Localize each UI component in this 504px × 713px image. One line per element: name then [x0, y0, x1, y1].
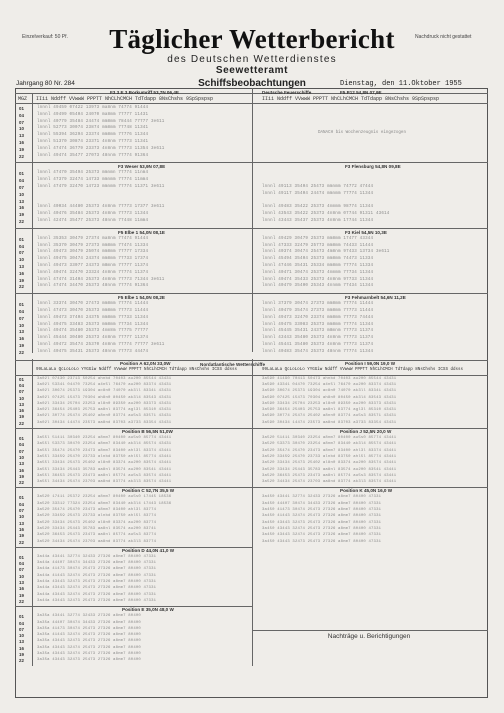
station-title: Position J 52,5N 20,0 W — [340, 429, 392, 434]
observation-row: lnnnl 33374 30470 27473 mm8mm 77774 11444 — [37, 302, 149, 307]
observation-row: 3a02l 53341 04470 73254 a4n5l 76470 au200 83374 43431 — [37, 382, 172, 387]
hour-label: 07 — [19, 315, 24, 321]
observation-row: 3a02l 36454 25403 25753 aa8nl 83774 agl3l 85310 43431 — [37, 408, 172, 413]
observation-row: lnnnl 49473 37404 24375 mm8mm 77733 11344 — [37, 315, 149, 320]
observation-row: lnnnl 49473 32470 23374 mm8mm 77773 74444 — [262, 315, 374, 320]
station-title: F3 Flensburg 54,8N 09,8E — [345, 164, 401, 170]
hour-label: 19 — [19, 652, 24, 657]
observation-row: lnnnl 49475 30474 24374 mm8mm 77733 17374 — [37, 257, 149, 262]
observation-row: 3a450 43443 32474 25473 27326 a8nm7 80400 47331 — [262, 533, 382, 538]
observation-row: 3a450 43443 32474 25473 27326 a8nm7 80400 47331 — [262, 526, 382, 531]
station-title: F5 P12 54,8N 07,9E — [340, 90, 382, 95]
observation-row: 3a520 53373 30470 23254 a8nm7 83440 ak3l4 85574 43441 — [262, 442, 397, 447]
observation-row: 3a44a 41473 30474 25473 27326 a8nm7 80400 47331 — [37, 567, 157, 572]
observation-row: lnnnl 49113 35404 25473 mmnmm 74772 47444 — [262, 185, 374, 189]
rule-line — [15, 162, 252, 163]
column-header-left-codes: IIii Nddff VVwwW PPPTT NhCLhCMCH TdTdapp 8NsChshs 9SpSpspsp — [36, 96, 214, 102]
observation-row: 3a35a 43443 32474 25473 27326 a8nm7 80400 — [37, 652, 141, 656]
observation-row: lnnnl 52773 30074 23874 mm8mm 77748 11341 — [37, 126, 149, 131]
observation-row: lnnnl 47333 32479 25773 mm8mm 74433 11444 — [262, 243, 374, 248]
observation-row: lnnnl 43443 35437 25373 4n8nm 17744 11344 — [262, 219, 374, 223]
observation-row: lnnnl 49117 35404 24474 mmnmm 77774 11344 — [262, 191, 374, 196]
hour-label: 16 — [19, 336, 24, 342]
observation-row: 3a590 07425 15473 70304 ah8n0 80450 ak3l4 83543 43431 — [262, 395, 397, 400]
observation-row: 3a55l 33434 25473 25402 al8n0 83374 au200 83574 43441 — [37, 461, 172, 466]
observation-row: 3a520 35474 25470 23473 a8nm7 83400 ahl3l 83774 — [37, 508, 157, 512]
hour-label: 07 — [19, 508, 24, 513]
hour-label: 01 — [19, 436, 24, 441]
column-header-left: MGZ — [18, 96, 28, 102]
observation-row: lnnnl 49475 33083 25373 mm8mm 77774 11344 — [262, 322, 374, 327]
observation-row: 3a55l 33459 25470 23733 alnbd 83750 ahl5l 85774 43441 — [37, 454, 172, 459]
observation-row: lnnnl 49474 35477 27073 48nnm 77774 91364 — [37, 153, 149, 158]
observation-row: 3a35a 43443 32474 25473 27326 a8nm7 80400 — [37, 645, 141, 650]
hour-label: 13 — [19, 401, 24, 407]
observation-row: 3a55l 34434 25474 23703 aa8nd 83774 ak3l3 83574 43441 — [37, 480, 172, 485]
hour-label: 01 — [19, 171, 24, 177]
observation-row: lnnnl 47470 35494 25373 mmnmn 77774 11nm4 — [37, 171, 149, 176]
observation-row: lnnnl 43543 35422 25373 4n8nm 07744 91311 43614 — [262, 212, 390, 217]
section-heading: Schiffsbeobachtungen — [198, 78, 306, 89]
station-title: Position B 56,5N 51,0W — [122, 429, 173, 434]
station-title: F5 Elbe 1 54,0N 08,1E — [118, 229, 165, 235]
observation-row: 3a02l 30774 25474 25402 a8nn0 83774 au5s3 83571 43431 — [37, 414, 172, 419]
hour-label: 22 — [19, 598, 24, 604]
observation-row: 3a590 30674 25373 19304 ac8n0 74070 ak3ll 83341 43431 — [262, 389, 397, 394]
observation-row: lnnnl 47473 30470 25373 mm8mm 77773 11444 — [37, 309, 149, 313]
hour-label: 19 — [19, 592, 24, 598]
observation-row: 3a44a 43443 32473 25473 27326 a8nm7 80400 47331 — [37, 598, 157, 603]
rule-line — [252, 228, 488, 229]
hour-label: 04 — [19, 442, 24, 448]
observation-row: 3a55l 51411 30340 23254 a8nm7 80400 au5s0 85774 43441 — [37, 436, 172, 440]
hour-label: 19 — [19, 277, 24, 283]
observation-row: 3a520 33434 25473 25402 al8n0 83374 au200 83774 — [37, 520, 157, 525]
observation-row: lnnnl 47474 31404 25373 4n8nm 77773 71344 3e611 — [37, 277, 165, 282]
observation-row: lnnnl 49475 33483 25373 mm8mm 77734 11344 — [37, 322, 149, 327]
hour-label: 22 — [19, 539, 24, 545]
hour-label: 13 — [19, 198, 24, 204]
observation-note: DANACH bis Wochenzeugnis eingezogen — [318, 131, 406, 135]
rule-line — [15, 293, 252, 294]
hour-label: 10 — [19, 514, 24, 520]
observation-row: 3a55l 33434 25443 35783 aa8nl 83574 au200 83541 43441 — [37, 467, 172, 472]
observation-row: 3a450 41473 30474 25473 27326 a8nm7 80400 47331 — [262, 508, 382, 512]
observation-row: 3a44a 43443 32474 25473 27326 a8nm7 80400 47331 — [37, 592, 157, 597]
station-label: Deutsche Feuerschiffe — [262, 90, 312, 95]
observation-row: lnnnl 40374 30474 25473 4m8nm 97433 13734 3e611 — [262, 250, 390, 255]
column-divider — [32, 93, 33, 353]
observation-row: 3a02l 30674 25373 19304 ac8n0 74070 ak3ll 83341 43431 — [37, 389, 172, 394]
observation-row: lnnnl 40474 32470 23324 4n8nm 77774 11374 — [37, 270, 149, 275]
observation-row: lnnnl 47446 35431 25334 mm8mm 77774 11334 — [262, 264, 374, 268]
observation-row: 3a450 41443 32474 25473 27326 a8nm7 80400 47331 — [262, 514, 382, 519]
hour-label: 22 — [19, 480, 24, 486]
station-title: F3 3 E 3 Borkumriff 53,7N 06,4E — [110, 90, 179, 95]
hour-label: 01 — [19, 236, 24, 242]
document-title: Täglicher Wetterbericht — [109, 24, 395, 54]
observation-row: 3a35a 43441 32774 32433 27326 a8nm7 80400 — [37, 614, 141, 619]
observation-row: 3a450 44407 30474 34433 27326 a8nm7 80400 47331 — [262, 501, 382, 506]
observation-row: 3a590 43341 04470 73254 a4n5l 76470 au200 83374 43431 — [262, 382, 397, 387]
price-note: Einzelverkauf: 50 Pf. — [22, 34, 68, 40]
hour-label: 04 — [19, 309, 24, 314]
hour-label: 07 — [19, 389, 24, 395]
station-title: Position D 44,0N 41,0 W — [122, 547, 175, 553]
observation-row: 3a02l 07430 23713 50254 ahnbd 70403 au200 85544 43431 — [37, 376, 172, 381]
observation-row: lnnnl 49474 35480 25373 4nm8m 77775 77777 — [37, 329, 149, 334]
hour-label: 16 — [19, 140, 24, 145]
hour-label: 16 — [19, 526, 24, 532]
hour-label: 13 — [19, 461, 24, 467]
hour-label: 19 — [19, 146, 24, 152]
observation-row: 3a55l 36453 25473 23473 aa8nl 85774 au5s3 83574 43441 — [37, 473, 172, 478]
station-title: F3 Weser 53,9N 07,8E — [118, 164, 166, 170]
station-title: Position E 35,0N 48,0 W — [122, 607, 174, 613]
hour-label: 13 — [19, 133, 24, 139]
observation-row: lnnnl 40476 35484 25373 4n8nm 77773 11344 — [37, 212, 149, 217]
observation-row: lnnnl 40471 30474 25373 4nmmm 77734 11344 — [262, 270, 374, 275]
hour-label: 04 — [19, 243, 24, 249]
observation-row: 3a44a 41443 32474 25473 27326 a8nm7 80400 47331 — [37, 573, 157, 578]
observation-row: lnnnl 49459 07422 13973 ma8nm 74774 91444 — [37, 106, 149, 110]
observation-row: lnnnl 47474 36779 23373 4n8nm 77773 11354 3e611 — [37, 146, 165, 151]
hour-label: 07 — [19, 185, 24, 190]
hour-label: 07 — [19, 448, 24, 454]
observation-row: 3a520 34434 25474 23703 aa8nd 83774 ak3l3 83774 — [37, 539, 157, 544]
observation-row: lnnnl 40034 44480 25373 4n8nm 77773 17377 3e611 — [37, 205, 165, 210]
hour-label: 19 — [19, 533, 24, 539]
hour-label: 22 — [19, 284, 24, 290]
lower-column-header-right: 99LaLaLa QcLoLoLo YYGGiw Nddff VVwwW PPPTT NhCLhCMCH TdTdapp 8NsChshs ICSS ddsss — [262, 367, 464, 372]
column-divider — [32, 359, 33, 666]
observation-row: lnnnl 40475 35431 25373 48nnm 77773 44474 — [37, 349, 149, 354]
observation-row: lnnnl 47379 32474 14733 mmnmm 77774 11mm4 — [37, 178, 149, 183]
corrections-heading: Nachträge u. Berichtigungen — [327, 633, 411, 640]
hour-label: 13 — [19, 264, 24, 269]
hour-label: 22 — [19, 219, 24, 224]
observation-row: 3a35a 43443 32473 25473 27326 a8nm7 80400 — [37, 658, 141, 663]
hour-label: 13 — [19, 520, 24, 526]
observation-row: 3a55l 53373 30470 23254 a8nm7 83440 ak3l4 85574 43431 — [37, 442, 172, 447]
hour-label: 10 — [19, 126, 24, 132]
station-title: F3 Fehmarnbelt 54,6N 11,2E — [345, 295, 406, 301]
observation-row: lnnnl 49499 05404 24070 ma8mm 77777 11431 — [37, 112, 149, 117]
lower-column-header-left: 99LaLaLa QcLoLoLo YYGGiw Nddff VVwwW PPPTT NhCLhCMCH TdTdapp 8NsChshs ICSS ddsss — [36, 367, 238, 372]
observation-row: lnnnl 47479 32470 14723 mmnmm 77774 11371 3e611 — [37, 185, 165, 189]
observation-row: lnnnl 40479 35400 25343 4nnmm 77434 11344 — [262, 284, 374, 289]
station-title: Position A 62,0N 33,0W — [120, 360, 171, 366]
hour-label: 04 — [19, 112, 24, 118]
observation-row: 3a520 33434 25443 35783 aa8nl 83574 au200 83541 43441 — [262, 467, 397, 472]
observation-row: 3a520 33434 25443 35783 aa8nl 83574 au200 83741 — [37, 526, 157, 531]
observation-row: lnnnl 47474 34470 25373 48nnm 77774 91364 — [37, 284, 149, 289]
hour-label: 16 — [19, 270, 24, 276]
observation-row: 3a02l 07425 15473 70304 ah8n0 80450 ak3l4 83543 43431 — [37, 395, 172, 400]
observation-row: 3a520 33434 25473 25402 al8n0 83374 au200 83574 43441 — [262, 461, 397, 466]
issue-number: Jahrgang 80 Nr. 284 — [16, 80, 75, 87]
hour-label: 07 — [19, 119, 24, 125]
hour-label: 19 — [19, 473, 24, 479]
observation-row: 3a590 36454 25403 25753 aa8nl 83774 agl3l 85310 43431 — [262, 408, 397, 413]
hour-label: 19 — [19, 212, 24, 218]
hour-label: 16 — [19, 586, 24, 592]
issue-date: Dienstag, den 11.Oktober 1955 — [340, 80, 462, 88]
observation-row: 3a450 43443 32473 25473 27326 a8nm7 80400 47331 — [262, 520, 382, 525]
station-title: F3 Kiel 54,5N 10,3E — [345, 229, 387, 235]
hour-label: 04 — [19, 178, 24, 184]
hour-label: 16 — [19, 408, 24, 414]
observation-row: 3a590 33434 25704 23253 al8n0 89350 au200 83373 43431 — [262, 401, 397, 406]
hour-label: 13 — [19, 639, 24, 645]
copyright-note: Nachdruck nicht gestattet — [415, 34, 472, 40]
observation-row: 3a44a 43443 32474 25473 27326 a8nm7 80400 47331 — [37, 586, 157, 591]
hour-label: 07 — [19, 250, 24, 256]
observation-row: 3a450 43443 32473 25473 27326 a8nm7 80400 47331 — [262, 539, 382, 544]
observation-row: 3a520 51411 30340 23254 a8nm7 80400 au5s0 85774 43441 — [262, 436, 397, 440]
observation-row: lnnnl 40779 35484 24474 mm8mm 78444 77777 3e611 — [37, 119, 165, 124]
column-divider — [252, 88, 253, 352]
document-subtitle-2: Seewetteramt — [215, 65, 289, 76]
hour-label: 01 — [19, 554, 24, 560]
hour-label: 22 — [19, 153, 24, 159]
station-title: Position I 59,0N 19,0 W — [345, 360, 396, 366]
hour-label: 13 — [19, 580, 24, 585]
observation-row: lnnnl 55394 36294 23374 mm8mm 77776 11344 — [37, 133, 149, 138]
observation-row: 3a44a 44407 30474 34433 27326 a8nm7 80400 47331 — [37, 561, 157, 566]
observation-row: 3a520 33312 77324 23254 a8nm7 83440 ak3l4 17443 18536 — [37, 501, 172, 506]
rule-line — [252, 162, 488, 163]
observation-row: lnnnl 40483 35474 25373 48nnm 77774 11344 — [262, 349, 374, 354]
hour-label: 01 — [19, 376, 24, 382]
observation-row: lnnnl 49473 33077 24373 m8mnm 77777 11374 — [37, 264, 149, 268]
hour-label: 22 — [19, 349, 24, 355]
station-title: Position C 52,7N 35,5 W — [122, 488, 175, 494]
observation-row: 3a44a 43441 32774 32433 27326 a8nm7 80400 47331 — [37, 554, 157, 559]
observation-row: lnnnl 49483 35422 25373 4nmmm 98774 11344 — [262, 205, 374, 210]
observation-row: 3a520 34434 25474 23703 aa8nd 83774 ak3l3 83574 43441 — [262, 480, 397, 485]
hour-label: 10 — [19, 191, 24, 197]
hour-label: 19 — [19, 343, 24, 348]
document-subtitle: des Deutschen Wetterdienstes — [167, 54, 337, 65]
hour-label: 07 — [19, 626, 24, 632]
observation-row: 3a520 33459 25470 23733 alnbd 83750 ahl5l 85774 43441 — [262, 454, 397, 459]
observation-row: lnnnl 40474 35433 25373 4n8nm 97733 11344 — [262, 277, 374, 282]
hour-label: 10 — [19, 573, 24, 579]
rule-line — [252, 293, 488, 294]
column-header-right-codes: IIii Nddff VVwwW PPPTT NhCLhCMCH TdTdapp 8NsChshs 9SpSpspsp — [262, 96, 440, 102]
observation-row: 3a55l 35474 25470 23473 a8nm7 83400 ahl3l 83374 43441 — [37, 448, 172, 453]
observation-row: 3a35a 44407 30474 34433 27326 a8nm7 80400 — [37, 620, 141, 625]
hour-label: 19 — [19, 414, 24, 420]
observation-row: lnnnl 49473 30479 25074 mm8mm 77777 17334 — [37, 250, 149, 255]
hour-label: 07 — [19, 567, 24, 573]
observation-row: lnnnl 42474 35477 25373 48nnm 77448 11mm4 — [37, 219, 149, 223]
observation-row: lnnnl 49429 30479 25373 mm8mm 17477 43344 — [262, 236, 374, 241]
hour-label: 04 — [19, 620, 24, 626]
observation-row: 3a520 35474 25470 23473 a8nm7 83400 ahl3l 83374 43441 — [262, 448, 397, 453]
observation-row: 3a590 41490 70413 50473 ahnbd 70403 au200 85544 43431 — [262, 376, 397, 381]
hour-label: 16 — [19, 467, 24, 473]
hour-label: 16 — [19, 205, 24, 211]
observation-row: lnnnl 35353 30479 27374 ma8nm 77474 91444 — [37, 236, 149, 241]
rule-line — [15, 228, 252, 229]
hour-label: 10 — [19, 633, 24, 639]
hour-label: 10 — [19, 454, 24, 460]
observation-row: lnnnl 45441 35480 25373 4n8nm 77773 11374 — [262, 343, 374, 347]
observation-row: 3a02l 30434 14474 23573 aa8nd 83703 a3733 83354 43431 — [37, 420, 172, 425]
station-title: F5 Elbe 1 54,0N 08,2E — [118, 295, 165, 301]
observation-row: 3a35a 41443 32474 25473 27326 a8nm7 80400 — [37, 633, 141, 638]
hour-label: 01 — [19, 495, 24, 501]
observation-row: 3a520 33459 25473 23733 alnbd 83750 ahl5l 83774 — [37, 514, 157, 519]
observation-row: lnnnl 45494 35404 25373 mm8mm 74473 11334 — [262, 257, 374, 262]
observation-row: 3a520 36453 25473 23473 aa8nl 85774 au5s3 83774 — [37, 533, 157, 538]
hour-label: 01 — [19, 106, 24, 111]
hour-label: 22 — [19, 420, 24, 426]
observation-row: lnnnl 45444 30480 25373 4n8nm 77777 11374 — [37, 336, 149, 341]
hour-label: 04 — [19, 382, 24, 388]
observation-row: lnnnl 51370 30874 23371 4n8nm 77773 11341 — [37, 140, 149, 144]
observation-row: lnnnl 40479 35474 27373 mm8mm 77773 11444 — [262, 309, 374, 313]
column-divider — [252, 359, 253, 666]
hour-label: 04 — [19, 561, 24, 567]
observation-row: 3a35a 41473 30474 25473 27326 a8nm7 80400 — [37, 626, 141, 631]
observation-row: 3a520 36453 25473 23473 aa8nl 85774 au5s3 83574 43441 — [262, 473, 397, 478]
observation-row: 3a35a 43443 32473 25473 27326 a8nm7 80400 — [37, 639, 141, 644]
hour-label: 01 — [19, 614, 24, 620]
hour-label: 22 — [19, 658, 24, 664]
hour-label: 10 — [19, 395, 24, 401]
observation-row: 3a590 30774 25474 25402 a8nn0 83774 au5s3 83571 43431 — [262, 414, 397, 419]
observation-row: lnnnl 37379 30474 27373 mm8mm 77774 11444 — [262, 302, 374, 307]
station-title: Position K 45,0N 16,0 W — [340, 488, 393, 494]
hour-label: 13 — [19, 329, 24, 335]
observation-row: 3a590 30434 14474 23573 aa8nd 83703 a3733 83354 43431 — [262, 420, 397, 425]
lower-section-label: Nordatlantische Wetterschiffe — [200, 361, 266, 367]
hour-label: 04 — [19, 501, 24, 507]
hour-label: 10 — [19, 322, 24, 328]
observation-row: lnnnl 35370 30479 27373 mm8mm 77474 11334 — [37, 243, 149, 248]
hour-label: 16 — [19, 645, 24, 651]
hour-label: 01 — [19, 302, 24, 308]
observation-row: 3a520 17411 25372 23254 a8nm7 80400 au5s0 17445 18536 — [37, 495, 172, 500]
observation-row: 3a44a 43443 32473 25473 27326 a8nm7 80400 47331 — [37, 580, 157, 584]
rule-line — [252, 630, 488, 631]
observation-row: 3a02l 33434 25704 23253 al8n0 89350 au200 83373 43431 — [37, 401, 172, 406]
hour-label: 10 — [19, 257, 24, 263]
observation-row: lnnnl 43443 35480 25373 4n8nm 77773 11374 — [262, 336, 374, 341]
observation-row: lnnnl 49472 35474 25370 4n8nm 77774 77777 3e611 — [37, 343, 165, 347]
observation-row: lnnnl 45445 35431 24373 m8mnm 77773 11374 — [262, 329, 374, 334]
observation-row: 3a450 43441 32774 32433 27326 a8nm7 80400 47331 — [262, 495, 382, 500]
